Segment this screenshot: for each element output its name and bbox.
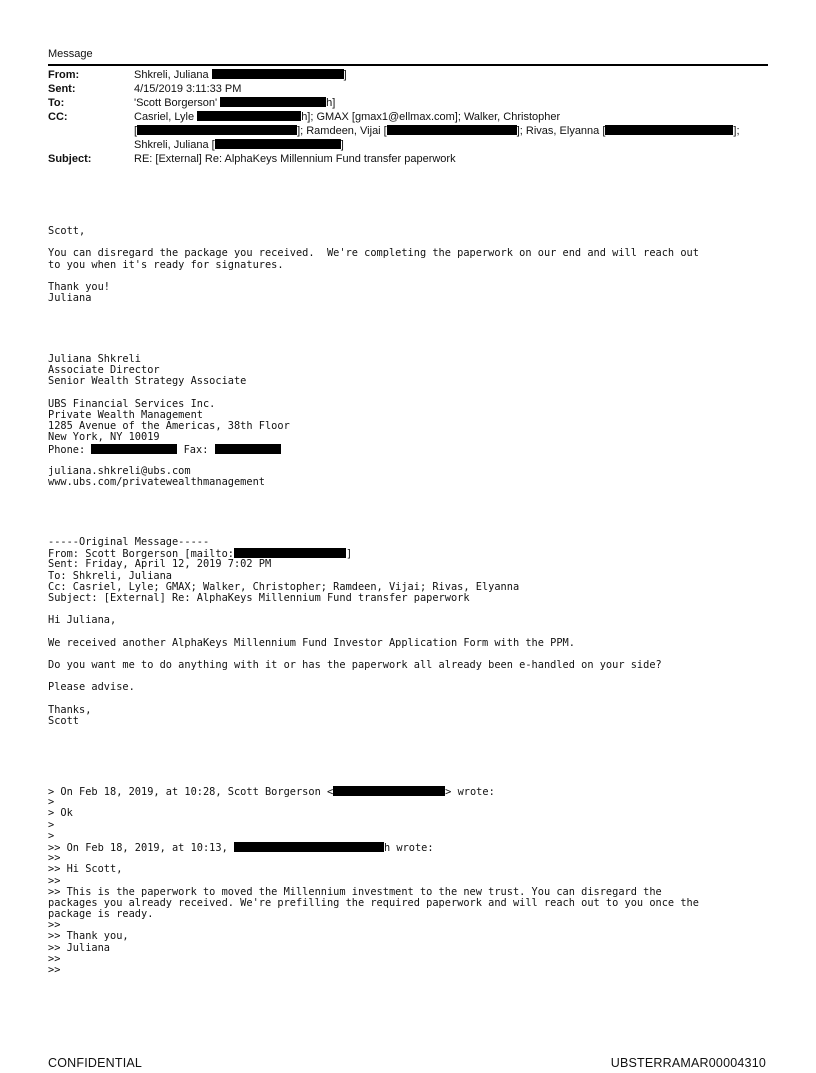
quoted-header: > On Feb 18, 2019, at 10:28, Scott Borgerson < > wrote:	[48, 786, 495, 798]
redaction-block	[197, 111, 301, 121]
subject-row	[48, 152, 768, 166]
original-sent: Sent: Friday, April 12, 2019 7:02 PM	[48, 558, 272, 571]
redaction-block	[234, 548, 346, 558]
original-from: From: Scott Borgerson [mailto: ]	[48, 548, 353, 561]
quoted-line: >>	[48, 852, 61, 865]
quoted-line: >	[48, 818, 55, 831]
redaction-block	[605, 125, 733, 135]
original-to: To: Shkreli, Juliana	[48, 569, 172, 582]
redaction-block	[91, 444, 177, 454]
to-value: 'Scott Borgerson' h]	[134, 97, 336, 109]
quoted-header: >> On Feb 18, 2019, at 10:13, h wrote:	[48, 841, 434, 854]
sent-row	[48, 82, 768, 96]
signature-block	[48, 354, 768, 488]
quoted-line: package is ready.	[48, 908, 154, 921]
reply-paragraph-line: to you when it's ready for signatures.	[48, 258, 284, 271]
original-paragraph: We received another AlphaKeys Millennium Fund Investor Application Form with the PPM.	[48, 636, 575, 649]
subject-value: RE: [External] Re: AlphaKeys Millennium Fund transfer paperwork	[134, 153, 456, 165]
original-paragraph: Please advise.	[48, 681, 135, 694]
original-paragraph: Do you want me to do anything with it or has the paperwork all already been e-handled on your side?	[48, 659, 662, 672]
to-label: To:	[48, 97, 65, 109]
quoted-thread	[48, 786, 768, 976]
subject-label: Subject:	[48, 153, 92, 165]
signature-title: Senior Wealth Strategy Associate	[48, 375, 247, 388]
quoted-line: >> This is the paperwork to moved the Millennium investment to the new trust. You can disregard the	[48, 885, 662, 898]
signature-email: juliana.shkreli@ubs.com	[48, 464, 191, 477]
cc-line-2: [ ]; Ramdeen, Vijai [ ]; Rivas, Elyanna [ ];	[134, 125, 740, 137]
confidential-label: CONFIDENTIAL	[48, 1056, 143, 1070]
redaction-block	[333, 786, 445, 796]
quoted-line: >>	[48, 952, 61, 965]
from-value: Shkreli, Juliana ]	[134, 69, 347, 81]
original-closing: Thanks,	[48, 703, 92, 716]
cc-label: CC:	[48, 111, 68, 123]
reply-paragraph-line: You can disregard the package you received. We're completing the paperwork on our end and will reach out	[48, 247, 699, 260]
signature-website: www.ubs.com/privatewealthmanagement	[48, 476, 265, 489]
greeting: Scott,	[48, 225, 86, 237]
original-message	[48, 537, 768, 727]
header-divider	[48, 64, 768, 66]
cc-row	[48, 110, 768, 124]
redaction-block	[212, 69, 344, 79]
quoted-line: >>	[48, 874, 61, 887]
message-label: Message	[48, 48, 93, 60]
signature-division: Private Wealth Management	[48, 408, 203, 421]
original-cc: Cc: Casriel, Lyle; GMAX; Walker, Christopher; Ramdeen, Vijai; Rivas, Elyanna	[48, 580, 520, 593]
signature-title: Associate Director	[48, 364, 160, 377]
quoted-line: >> Hi Scott,	[48, 863, 123, 876]
quoted-line: >	[48, 829, 55, 842]
from-label: From:	[48, 69, 80, 81]
closing-name: Juliana	[48, 292, 92, 305]
cc-line-1: Casriel, Lyle h]; GMAX [gmax1@ellmax.com]; Walker, Christopher	[134, 111, 561, 123]
quoted-line: >>	[48, 964, 61, 976]
redaction-block	[215, 444, 281, 454]
quoted-line: >> Juliana	[48, 941, 110, 954]
signature-company: UBS Financial Services Inc.	[48, 397, 216, 410]
cc-row-2	[48, 124, 768, 138]
closing: Thank you!	[48, 280, 110, 293]
redaction-block	[234, 842, 384, 852]
signature-address: 1285 Avenue of the Americas, 38th Floor	[48, 420, 290, 433]
bates-number: UBSTERRAMAR00004310	[610, 1056, 766, 1070]
original-closing-name: Scott	[48, 715, 79, 727]
reply-body	[48, 226, 768, 304]
original-separator: -----Original Message-----	[48, 536, 210, 548]
sent-value: 4/15/2019 3:11:33 PM	[134, 83, 242, 95]
cc-row-3	[48, 138, 768, 152]
signature-address: New York, NY 10019	[48, 431, 160, 444]
sent-label: Sent:	[48, 83, 76, 95]
signature-phone-fax: Phone: Fax:	[48, 444, 768, 455]
quoted-line: >> Thank you,	[48, 930, 129, 943]
original-subject: Subject: [External] Re: AlphaKeys Millennium Fund transfer paperwork	[48, 591, 470, 604]
from-row	[48, 68, 768, 82]
cc-line-3: Shkreli, Juliana [ ]	[134, 139, 344, 151]
quoted-line: >	[48, 796, 55, 809]
redaction-block	[137, 125, 297, 135]
redaction-block	[387, 125, 517, 135]
redaction-block	[220, 97, 326, 107]
quoted-line: >>	[48, 919, 61, 932]
signature-name: Juliana Shkreli	[48, 353, 141, 365]
redaction-block	[215, 139, 341, 149]
quoted-line: packages you already received. We're prefilling the required paperwork and will reach out to you once the	[48, 896, 699, 909]
original-greeting: Hi Juliana,	[48, 614, 117, 627]
to-row	[48, 96, 768, 110]
quoted-line: > Ok	[48, 807, 73, 820]
